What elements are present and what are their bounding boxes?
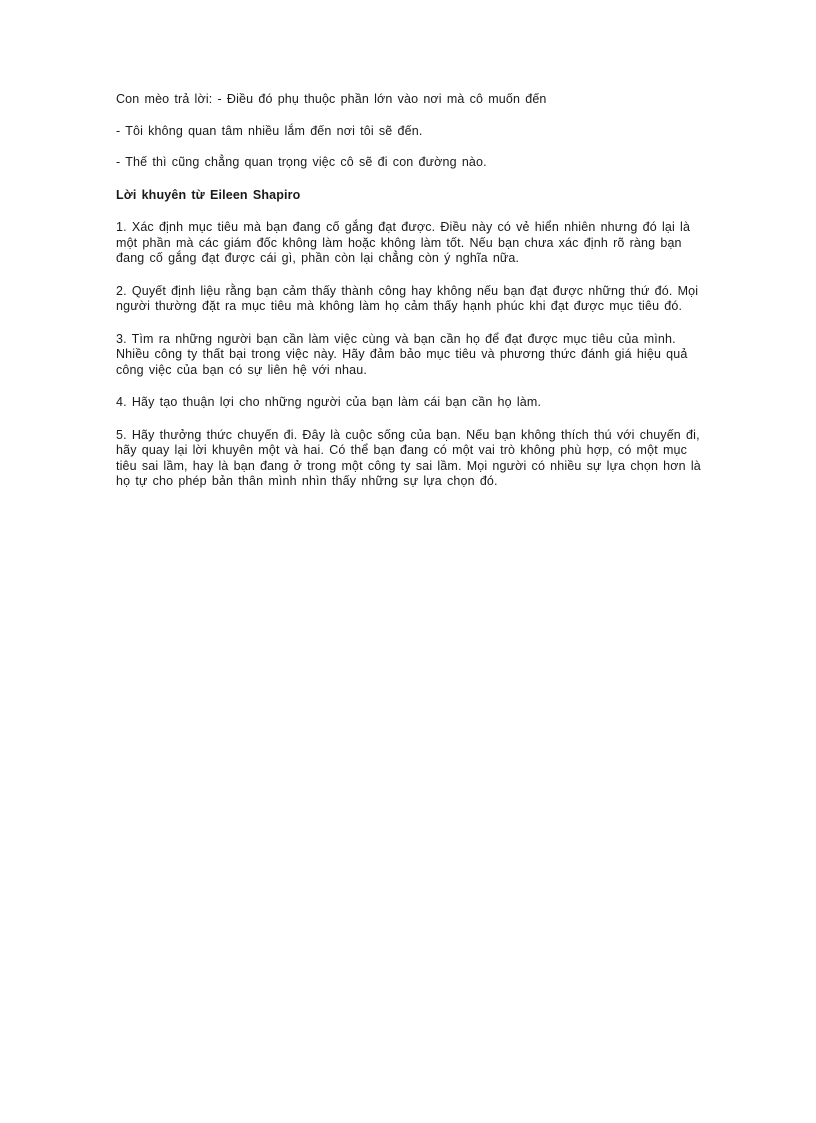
advice-point-4: 4. Hãy tạo thuận lợi cho những người của bạn làm cái bạn cần họ làm. [116, 395, 542, 409]
advice-point-5: 5. Hãy thưởng thức chuyến đi. Đây là cuộc sống của bạn. Nếu bạn không thích thú với chuyến đi, hãy quay lại lời khuyên một và hai. Có thể bạn đang có một vai trò không phù hợp, có một mục tiêu sai lầm, hay là bạn đang ở trong một công ty sai lầm. Mọi người có nhiều sự lựa chọn hơn là họ tự cho phép bản thân mình nhìn thấy những sự lựa chọn đó. [116, 427, 701, 488]
intro-line-dont-care: - Tôi không quan tâm nhiều lắm đến nơi tôi sẽ đến. [116, 123, 423, 138]
advice-point-2: 2. Quyết định liệu rằng bạn cảm thấy thành công hay không nếu bạn đạt được những thứ đó. Mọi người thường đặt ra mục tiêu mà không làm họ cảm thấy hạnh phúc khi đạt được mục tiêu đó. [116, 283, 699, 313]
intro-line-cat-reply: Con mèo trả lời: - Điều đó phụ thuộc phần lớn vào nơi mà cô muốn đến [116, 92, 547, 106]
advice-point-3: 3. Tìm ra những người bạn cần làm việc cùng và bạn cần họ để đạt được mục tiêu của mình. Nhiều công ty thất bại trong việc này. Hãy đảm bảo mục tiêu và phương thức đánh giá hiệu quả công việc của bạn có sự liên hệ với nhau. [116, 331, 688, 377]
section-heading: Lời khuyên từ Eileen Shapiro [116, 187, 301, 202]
intro-line-any-road: - Thế thì cũng chẳng quan trọng việc cô sẽ đi con đường nào. [116, 155, 487, 169]
advice-point-1: 1. Xác định mục tiêu mà bạn đang cố gắng đạt được. Điều này có vẻ hiển nhiên nhưng đó lại là một phần mà các giám đốc không làm hoặc không làm tốt. Nếu bạn chưa xác định rõ ràng bạn đang cố gắng đạt được cái gì, phần còn lại chẳng còn ý nghĩa nữa. [116, 220, 691, 265]
document-page [116, 92, 708, 507]
